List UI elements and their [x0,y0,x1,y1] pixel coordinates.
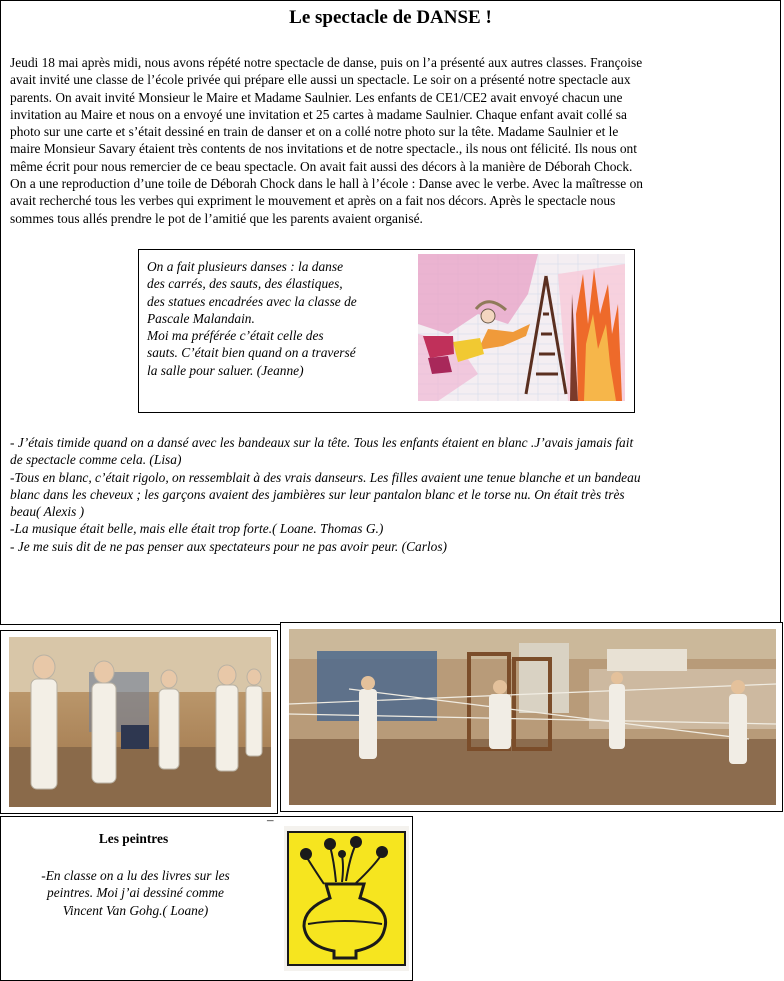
intro-line: sommes tous allés prendre le pot de l’amitié que les parents avaient organisé. [10,210,423,226]
intro-line: maire Monsieur Savary étaient très contents de nos invitations et de notre spectacle., ils nous ont félicité. Ils nous ont [10,141,637,157]
photo-children-in-white [0,630,278,814]
intro-line: même écrit pour nous remercier de ce beau spectacle. On avait fait aussi des décors à la manière de Déborah Chock. [10,158,633,174]
quote-line: blanc dans les cheveux ; les garçons avaient des jambières sur leur pantalon blanc et le torse nu. On était très très [10,486,625,502]
painters-dash: – [267,812,274,827]
intro-line: avait recherché tous les verbes qui expriment le mouvement et après on a fait nos décors. Après le spectacle nous [10,193,616,209]
intro-line: parents. On avait invité Monsieur le Maire et Madame Saulnier. Les enfants de CE1/CE2 avait envoyé chacun une [10,89,623,105]
quote-line: -Tous en blanc, c’était rigolo, on ressemblait à des vrais danseurs. Les filles avaient une tenue blanche et un bandeau [10,469,641,485]
quote-line: de spectacle comme cela. (Lisa) [10,452,182,468]
painters-title: Les peintres [98,831,169,846]
quote-line: - Je me suis dit de ne pas penser aux spectateurs pour ne pas avoir peur. (Carlos) [10,538,447,554]
testimony-line: des carrés, des sauts, des élastiques, [147,276,343,292]
children-quotes [10,434,780,555]
jeanne-testimony-box [138,249,635,413]
photo-image-1 [9,637,271,807]
child-drawing-sunflower-vase [284,826,409,971]
intro-line: invitation au Maire et nous on a envoyé une invitation et 25 cartes à madame Saulnier. Chaque enfant avait collé sa [10,106,627,122]
testimony-line: Moi ma préférée c’était celle des [147,328,324,344]
quote-line: beau( Alexis ) [10,504,85,520]
painters-line: Vincent Van Gohg.( Loane) [62,902,209,918]
testimony-line: la salle pour saluer. (Jeanne) [147,362,304,378]
painters-line: -En classe on a lu des livres sur les [41,868,230,883]
intro-line: photo sur une carte et s’était dessiné en train de danser et on a collé notre photo sur la tête. Madame Saulnier et le [10,124,619,140]
jeanne-testimony-text [147,258,399,379]
testimony-line: On a fait plusieurs danses : la danse [147,259,344,274]
quote-line: -La musique était belle, mais elle était trop forte.( Loane. Thomas G.) [10,521,384,537]
child-drawing-dancer-ladder-fire [418,254,625,401]
photo-dance-with-elastics [280,622,783,812]
painters-line: peintres. Moi j’ai dessiné comme [47,885,224,901]
intro-line: avait invité une classe de l’école privée qui prépare elle aussi un spectacle. Le soir on a présenté notre spectacle aux [10,72,631,88]
quote-line: - J’étais timide quand on a dansé avec les bandeaux sur la tête. Tous les enfants étaient en blanc .J’avais jamais fait [10,435,634,450]
painters-text [13,867,258,919]
testimony-line: sauts. C’était bien quand on a traversé [147,345,356,361]
photo-image-2 [289,629,776,805]
testimony-line: Pascale Malandain. [147,310,255,326]
page-title: Le spectacle de DANSE ! [289,7,492,28]
intro-line: On a une reproduction d’une toile de Déborah Chock dans le hall à l’école : Danse avec le verbe. Avec la maîtresse on [10,176,643,192]
testimony-line: des statues encadrées avec la classe de [147,293,357,309]
intro-line: Jeudi 18 mai après midi, nous avons répété notre spectacle de danse, puis on l’a présenté aux autres classes. Françoise [10,55,643,70]
intro-paragraph [10,54,745,227]
